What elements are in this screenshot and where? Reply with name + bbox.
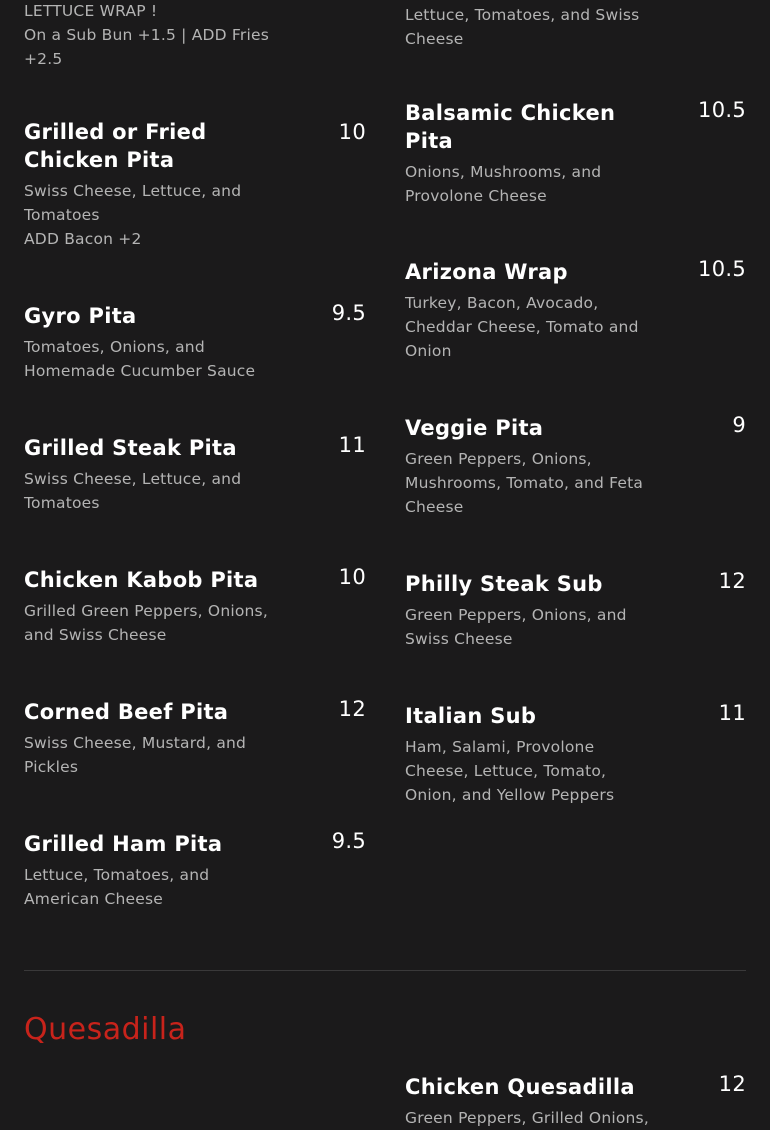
item-description: Green Peppers, Onions, and Swiss Cheese — [405, 606, 627, 648]
item-title: Grilled Steak Pita — [24, 436, 237, 460]
item-description-text: Swiss Cheese, Lettuce, and Tomatoes — [24, 182, 242, 224]
item-addon: ADD Bacon +2 — [24, 230, 142, 248]
item-description: Lettuce, Tomatoes, and American Cheese — [24, 866, 210, 908]
item-description: Lettuce, Tomatoes, and Swiss Cheese — [405, 6, 640, 48]
item-price: 12 — [338, 697, 366, 721]
menu-item — [405, 702, 746, 807]
item-price: 10.5 — [698, 257, 746, 281]
item-price: 10.5 — [698, 98, 746, 122]
item-title: Chicken Quesadilla — [405, 1075, 635, 1099]
item-title: Grilled Ham Pita — [24, 832, 223, 856]
item-price: 10 — [338, 565, 366, 589]
menu-item — [24, 566, 366, 647]
item-description: Onions, Mushrooms, and Provolone Cheese — [405, 163, 602, 205]
menu-item — [405, 570, 746, 651]
item-description: Grilled Green Peppers, Onions, and Swiss Cheese — [24, 602, 268, 644]
menu-item — [24, 118, 366, 251]
item-title: Veggie Pita — [405, 416, 544, 440]
menu-item — [405, 99, 746, 208]
item-description: Green Peppers, Onions, Mushrooms, Tomato, and Feta Cheese — [405, 450, 644, 516]
menu-item — [24, 302, 366, 383]
note-line: On a Sub Bun +1.5 | ADD Fries — [24, 26, 270, 44]
menu-item-continued — [405, 3, 746, 51]
item-description: Green Peppers, Grilled Onions, — [405, 1109, 649, 1127]
menu-item — [405, 1073, 746, 1130]
menu-item — [24, 698, 366, 779]
item-price: 9 — [732, 413, 746, 437]
item-price: 11 — [718, 701, 746, 725]
item-price: 9.5 — [331, 829, 366, 853]
section-title: Quesadilla — [24, 1012, 187, 1047]
item-title: Philly Steak Sub — [405, 572, 603, 596]
item-title: Corned Beef Pita — [24, 700, 229, 724]
item-price: 12 — [718, 1072, 746, 1096]
previous-item-note — [24, 0, 269, 71]
item-price: 9.5 — [331, 301, 366, 325]
item-title: Gyro Pita — [24, 304, 137, 328]
item-description — [24, 179, 254, 251]
item-description: Turkey, Bacon, Avocado, Cheddar Cheese, Tomato and Onion — [405, 294, 639, 360]
item-description: Swiss Cheese, Lettuce, and Tomatoes — [24, 470, 242, 512]
menu-item — [405, 414, 746, 519]
item-title: Chicken Kabob Pita — [24, 568, 259, 592]
item-price: 12 — [718, 569, 746, 593]
note-line: LETTUCE WRAP ! — [24, 2, 158, 20]
section-divider — [24, 970, 746, 971]
item-description: Tomatoes, Onions, and Homemade Cucumber Sauce — [24, 338, 256, 380]
item-title: Italian Sub — [405, 704, 537, 728]
menu-item — [24, 830, 366, 911]
menu-item — [405, 258, 746, 363]
item-title: Balsamic Chicken Pita — [405, 101, 616, 153]
item-title: Arizona Wrap — [405, 260, 568, 284]
item-price: 10 — [338, 120, 366, 144]
note-line: +2.5 — [24, 50, 63, 68]
item-price: 11 — [338, 433, 366, 457]
item-description: Swiss Cheese, Mustard, and Pickles — [24, 734, 247, 776]
item-title: Grilled or Fried Chicken Pita — [24, 120, 207, 172]
item-description: Ham, Salami, Provolone Cheese, Lettuce, Tomato, Onion, and Yellow Peppers — [405, 738, 615, 804]
menu-item — [24, 434, 366, 515]
